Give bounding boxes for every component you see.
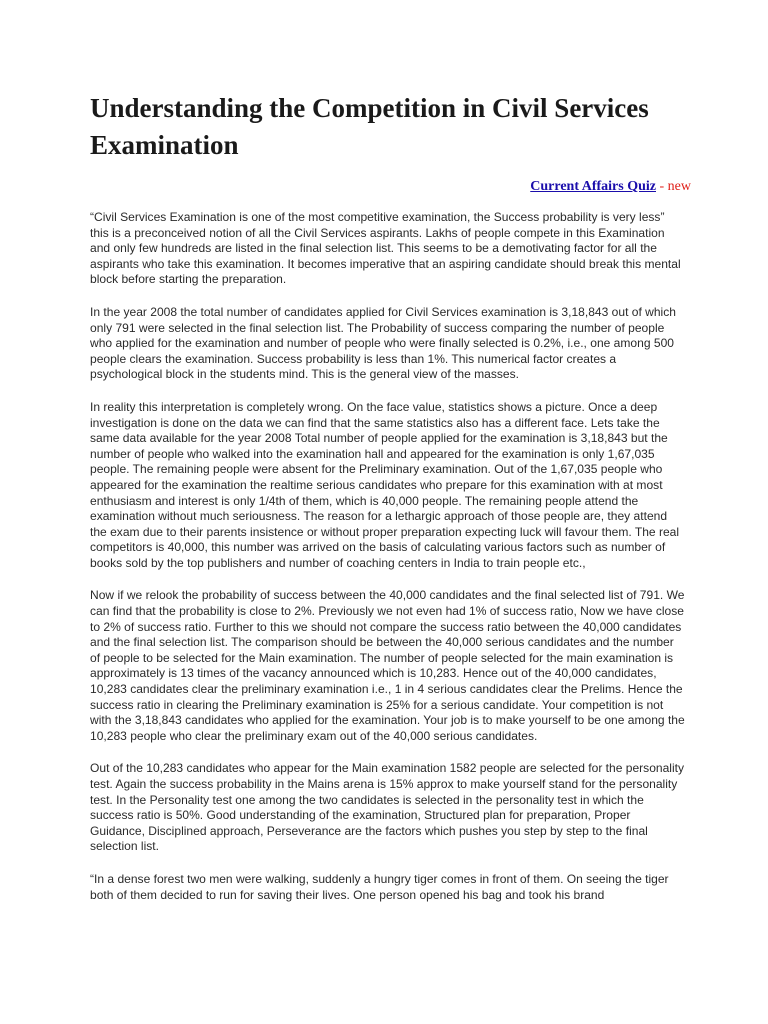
article-body xyxy=(90,210,686,920)
quiz-link-line xyxy=(90,178,691,196)
paragraph: Out of the 10,283 candidates who appear for the Main examination 1582 people are selected for the personality test. Again the success probability in the Mains arena is 15% approx to make yourself stand for the personality test. In the Personality test one among the two candidates is selected in the personality test in which the success ratio is 50%. Good understanding of the examination, Structured plan for preparation, Proper Guidance, Disciplined approach, Perseverance are the factors which pushes you step by step to the final selection list. xyxy=(90,761,685,854)
new-label: new xyxy=(667,179,691,194)
paragraph: In the year 2008 the total number of candidates applied for Civil Services examination is 3,18,843 out of which only 791 were selected in the final selection list. The Probability of success comparing the number of people who applied for the examination and number of people who were finally selected is 0.2%, i.e., one among 500 people clears the examination. Success probability is less than 1%. This numerical factor creates a psychological block in the students mind. This is the general view of the masses. xyxy=(90,304,676,382)
paragraph: Now if we relook the probability of success between the 40,000 candidates and the final selected list of 791. We can find that the probability is close to 2%. Previously we not even had 1% of success ratio, Now we have close to 2% of success ratio. Further to this we should not compare the success ratio between the 40,000 candidates and the final selection list. The comparison should be between the 40,000 serious candidates and the number of people to be selected for the Main examination. The number of people selected for the main examination is approximately is 13 times of the vacancy announced which is 10,283. Hence out of the 40,000 candidates, 10,283 candidates clear the preliminary examination i.e., 1 in 4 serious candidates clear the Prelims. Hence the success ratio in clearing the Preliminary examination is 25% for a serious candidate. Your competition is not with the 3,18,843 candidates who applied for the examination. Your job is to make yourself to be one among the 10,283 people who clear the preliminary exam out of the 40,000 serious candidates. xyxy=(90,588,685,743)
article-title: Understanding the Competition in Civil Services Examination xyxy=(90,93,649,160)
quiz-separator: - xyxy=(656,179,668,194)
current-affairs-quiz-link[interactable]: Current Affairs Quiz xyxy=(530,179,656,194)
paragraph: “In a dense forest two men were walking, suddenly a hungry tiger comes in front of them. On seeing the tiger both of them decided to run for saving their lives. One person opened his bag and took his brand xyxy=(90,871,669,902)
paragraph: “Civil Services Examination is one of the most competitive examination, the Success probability is very less” this is a preconceived notion of all the Civil Services aspirants. Lakhs of people compete in this Examination and only few hundreds are listed in the final selection list. This seems to be a demotivating factor for all the aspirants who take this examination. It becomes imperative that an aspiring candidate should break this mental block before starting the preparation. xyxy=(90,210,681,287)
paragraph: In reality this interpretation is completely wrong. On the face value, statistics shows a picture. Once a deep investigation is done on the data we can find that the same statistics also has a different face. Lets take the same data available for the year 2008 Total number of people applied for the examination is 3,18,843 but the number of people who walked into the examination hall and appeared for the examination is only 1,67,035 people. The remaining people were absent for the Preliminary examination. Out of the 1,67,035 people who appeared for the examination the realtime serious candidates who prepare for this examination with at most enthusiasm and interest is only 1/4th of them, which is 40,000 people. The remaining people attend the examination without much seriousness. The reason for a lethargic approach of those people are, they attend the exam due to their parents insistence or without proper preparation expecting luck will favour them. The real competitors is 40,000, this number was arrived on the basis of calculating various factors such as number of books sold by the top publishers and number of coaching centers in India to train people etc., xyxy=(90,399,680,570)
